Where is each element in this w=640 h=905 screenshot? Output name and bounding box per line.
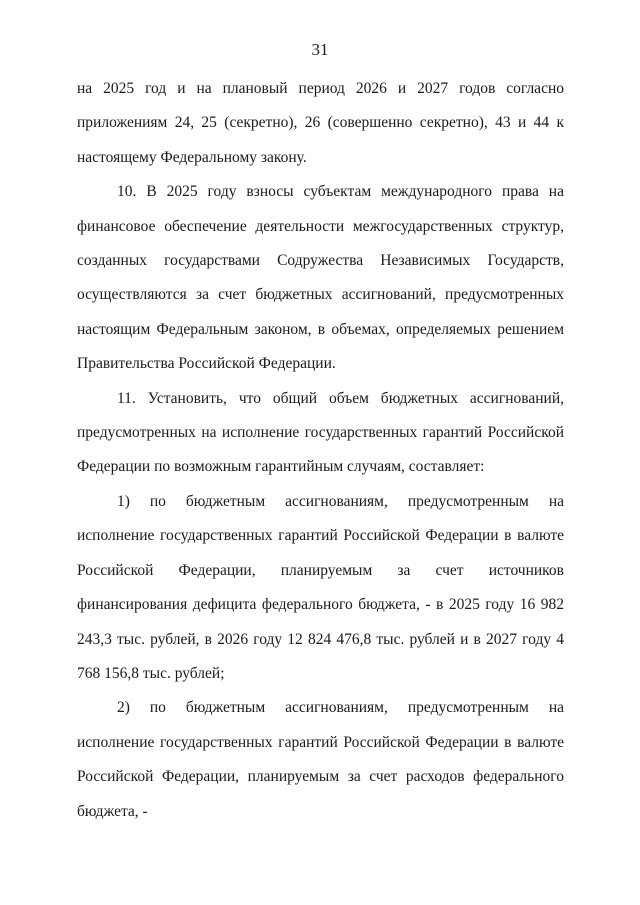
paragraph-10: 10. В 2025 году взносы субъектам международного права на финансовое обеспечение деятельности межгосударственных структур, созданных государствами Содружества Независимых Государств, осуществляются за счет бюджетных ассигнований, предусмотренных настоящим Федеральным законом, в объемах, определяемых решением Правительства Российской Федерации. — [77, 183, 564, 373]
paragraph-11: 11. Установить, что общий объем бюджетных ассигнований, предусмотренных на исполнение государственных гарантий Российской Федерации по возможным гарантийным случаям, составляет: — [77, 389, 564, 476]
document-body — [77, 72, 564, 829]
paragraph-continuation: на 2025 год и на плановый период 2026 и 2027 годов согласно приложениям 24, 25 (секретно), 26 (совершенно секретно), 43 и 44 к настоящему Федеральному закону. — [77, 80, 564, 166]
paragraph-11-item-2: 2) по бюджетным ассигнованиям, предусмотренным на исполнение государственных гарантий Российской Федерации в валюте Российской Федерации, планируемым за счет расходов федерального бюджета, - — [77, 699, 564, 820]
paragraph-11-item-1: 1) по бюджетным ассигнованиям, предусмотренным на исполнение государственных гарантий Российской Федерации в валюте Российской Федерации, планируемым за счет источников финансирования дефицита федерального бюджета, - в 2025 году 16 982 243,3 тыс. рублей, в 2026 году 12 824 476,8 тыс. рублей и в 2027 году 4 768 156,8 тыс. рублей; — [77, 492, 564, 682]
page-number: 31 — [311, 40, 329, 59]
